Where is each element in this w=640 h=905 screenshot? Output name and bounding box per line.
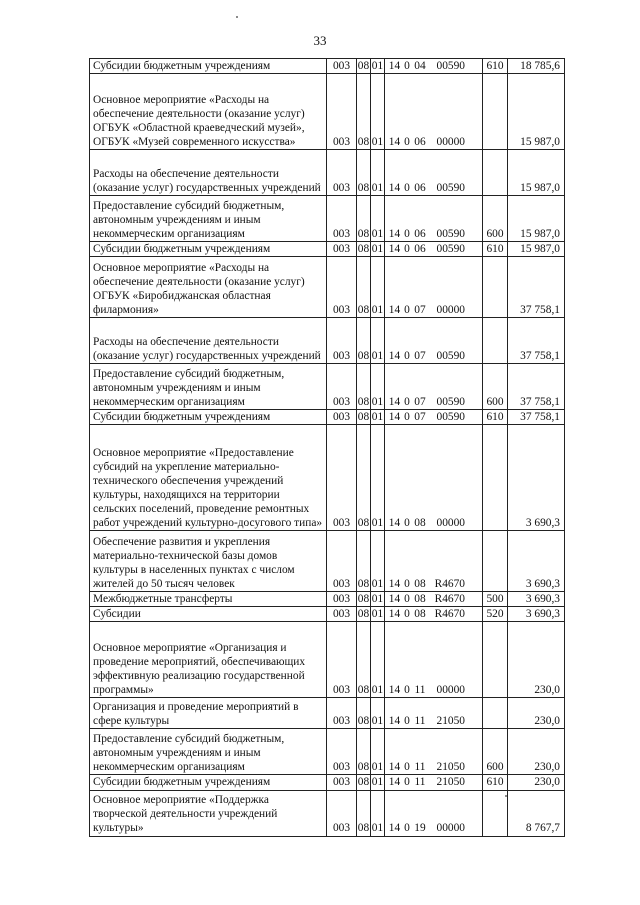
program-code-part: 00590 xyxy=(436,243,465,256)
row-ved-code: 003 xyxy=(327,257,357,318)
row-section-code: 08 xyxy=(357,608,370,621)
table-row xyxy=(90,318,565,364)
row-expense-type-code xyxy=(483,257,508,318)
row-ved-code: 003 xyxy=(327,729,357,775)
row-program-code xyxy=(385,364,483,410)
row-name: Основное мероприятие «Поддержка творческой деятельности учреждений культуры» xyxy=(90,790,327,836)
program-code-part: 06 xyxy=(414,136,426,148)
row-ved-code: 003 xyxy=(327,318,357,364)
row-program-code xyxy=(385,622,483,698)
row-program-code xyxy=(385,150,483,196)
program-code-part: 14 xyxy=(388,228,401,240)
program-code-part: 00000 xyxy=(436,136,465,148)
program-code-part: 0 xyxy=(404,578,410,591)
row-expense-type-code xyxy=(483,318,508,364)
row-section-code: 08 xyxy=(357,531,371,592)
program-code-part: 14 xyxy=(388,60,401,72)
row-ved-code: 003 xyxy=(327,607,357,622)
row-amount: 3 690,3 xyxy=(508,607,565,622)
program-code-part: R4670 xyxy=(434,608,465,621)
program-code-part: 14 xyxy=(388,776,401,789)
row-amount: 15 987,0 xyxy=(508,242,565,257)
row-section-code: 08 xyxy=(357,318,371,364)
program-code-part: 21050 xyxy=(436,776,465,789)
program-code-part: 0 xyxy=(404,60,410,72)
program-code-part: 14 xyxy=(388,761,401,774)
row-expense-type-code: 520 xyxy=(483,607,508,622)
row-section-code: 08 xyxy=(357,364,371,410)
program-code-part: 14 xyxy=(388,578,401,591)
row-ved-code: 003 xyxy=(327,592,357,607)
row-ved-code: 003 xyxy=(327,196,357,242)
row-program-code xyxy=(385,318,483,364)
program-code-part: 14 xyxy=(388,684,401,697)
row-name: Основное мероприятие «Организация и проведение мероприятий, обеспечивающих эффективную реализацию государственной программы» xyxy=(90,622,327,698)
row-ved-code: 003 xyxy=(327,425,357,531)
row-name: Предоставление субсидий бюджетным, автономным учреждениям и иным некоммерческим организациям xyxy=(90,196,327,242)
row-program-code xyxy=(385,257,483,318)
page-number: 33 xyxy=(313,33,327,48)
program-code-part: 11 xyxy=(414,715,426,728)
table-row xyxy=(90,531,565,592)
row-name: Предоставление субсидий бюджетным, автономным учреждениям и иным некоммерческим организациям xyxy=(90,729,327,775)
row-section-code: 08 xyxy=(357,150,371,196)
row-amount: 230,0 xyxy=(508,729,565,775)
row-ved-code: 003 xyxy=(327,364,357,410)
program-code-part: 11 xyxy=(414,776,426,789)
program-code-part: 00590 xyxy=(436,396,465,409)
row-subsection-code: 01 xyxy=(371,411,384,424)
row-program-code xyxy=(385,729,483,775)
row-program-code xyxy=(385,531,483,592)
row-amount: 3 690,3 xyxy=(508,531,565,592)
program-code-part: 14 xyxy=(388,396,401,409)
program-code-part: 14 xyxy=(388,350,401,363)
row-program-code xyxy=(385,196,483,242)
row-amount: 15 987,0 xyxy=(508,74,565,150)
program-code-part: 0 xyxy=(404,715,410,728)
row-ved-code: 003 xyxy=(327,74,357,150)
program-code-part: 0 xyxy=(404,182,410,194)
row-ved-code: 003 xyxy=(327,410,357,425)
program-code-part: 0 xyxy=(404,304,410,317)
table-row xyxy=(90,729,565,775)
row-amount: 15 987,0 xyxy=(508,150,565,196)
row-program-code xyxy=(385,607,483,622)
program-code-part: 07 xyxy=(414,350,426,363)
program-code-part: 07 xyxy=(414,304,426,317)
row-subsection-code: 01 xyxy=(371,608,384,621)
program-code-part: 14 xyxy=(388,593,401,606)
row-name: Организация и проведение мероприятий в сфере культуры xyxy=(90,698,327,729)
row-amount: 37 758,1 xyxy=(508,410,565,425)
program-code-part: 14 xyxy=(388,136,401,148)
row-subsection-code: 01 xyxy=(371,74,385,150)
row-section-code: 08 xyxy=(357,698,371,729)
program-code-part: 0 xyxy=(404,822,410,835)
table-row xyxy=(90,607,565,622)
table-row xyxy=(90,790,565,836)
row-subsection-code: 01 xyxy=(371,196,385,242)
table-row xyxy=(90,592,565,607)
program-code-part: 0 xyxy=(404,396,410,409)
budget-table xyxy=(89,58,565,837)
row-section-code: 08 xyxy=(357,60,370,72)
program-code-part: 00590 xyxy=(436,411,465,424)
row-amount: 15 987,0 xyxy=(508,196,565,242)
row-expense-type-code xyxy=(483,698,508,729)
row-amount: 8 767,7 xyxy=(508,790,565,836)
table-row xyxy=(90,196,565,242)
row-program-code xyxy=(385,698,483,729)
row-name: Субсидии бюджетным учреждениям xyxy=(90,242,327,257)
budget-table-body xyxy=(90,59,565,837)
row-amount: 18 785,6 xyxy=(508,59,565,74)
row-expense-type-code: 500 xyxy=(483,592,508,607)
row-subsection-code: 01 xyxy=(371,150,385,196)
row-ved-code: 003 xyxy=(327,531,357,592)
row-section-code: 08 xyxy=(357,622,371,698)
table-row xyxy=(90,364,565,410)
row-program-code xyxy=(385,59,483,74)
program-code-part: 14 xyxy=(388,608,401,621)
program-code-part: 21050 xyxy=(436,715,465,728)
row-section-code: 08 xyxy=(357,411,370,424)
row-amount: 37 758,1 xyxy=(508,364,565,410)
row-name: Обеспечение развития и укрепления материально-технической базы домов культуры в населенных пунктах с числом жителей до 50 тысяч человек xyxy=(90,531,327,592)
program-code-part: 0 xyxy=(404,517,410,530)
program-code-part: 00000 xyxy=(436,517,465,530)
row-ved-code: 003 xyxy=(327,775,357,790)
row-subsection-code: 01 xyxy=(371,60,384,72)
program-code-part: 08 xyxy=(414,517,426,530)
table-row xyxy=(90,150,565,196)
program-code-part: 19 xyxy=(414,822,426,835)
row-expense-type-code: 610 xyxy=(483,59,508,74)
row-program-code xyxy=(385,425,483,531)
program-code-part: 11 xyxy=(414,761,426,774)
program-code-part: 14 xyxy=(388,411,401,424)
row-name: Расходы на обеспечение деятельности (оказание услуг) государственных учреждений xyxy=(90,318,327,364)
program-code-part: 14 xyxy=(388,243,401,256)
row-ved-code: 003 xyxy=(327,622,357,698)
row-program-code xyxy=(385,775,483,790)
program-code-part: 07 xyxy=(414,396,426,409)
program-code-part: 08 xyxy=(414,608,426,621)
row-ved-code: 003 xyxy=(327,59,357,74)
row-program-code xyxy=(385,592,483,607)
row-name: Расходы на обеспечение деятельности (оказание услуг) государственных учреждений xyxy=(90,150,327,196)
table-row xyxy=(90,242,565,257)
row-subsection-code: 01 xyxy=(371,531,385,592)
program-code-part: 14 xyxy=(388,822,401,835)
row-section-code: 08 xyxy=(357,729,371,775)
row-section-code: 08 xyxy=(357,257,371,318)
row-program-code xyxy=(385,410,483,425)
table-row xyxy=(90,622,565,698)
program-code-part: 06 xyxy=(414,182,426,194)
table-row xyxy=(90,425,565,531)
row-expense-type-code: 610 xyxy=(483,242,508,257)
row-program-code xyxy=(385,74,483,150)
row-expense-type-code xyxy=(483,74,508,150)
row-amount: 37 758,1 xyxy=(508,318,565,364)
row-subsection-code: 01 xyxy=(371,622,385,698)
row-expense-type-code: 610 xyxy=(483,410,508,425)
program-code-part: 06 xyxy=(414,243,426,256)
row-subsection-code: 01 xyxy=(371,425,385,531)
program-code-part: 00000 xyxy=(436,822,465,835)
program-code-part: R4670 xyxy=(434,593,465,606)
row-name: Субсидии бюджетным учреждениям xyxy=(90,410,327,425)
row-section-code: 08 xyxy=(357,593,370,606)
row-section-code: 08 xyxy=(357,243,370,256)
row-subsection-code: 01 xyxy=(371,318,385,364)
table-row xyxy=(90,257,565,318)
program-code-part: 0 xyxy=(404,608,410,621)
row-ved-code: 003 xyxy=(327,790,357,836)
table-row xyxy=(90,775,565,790)
row-amount: 230,0 xyxy=(508,775,565,790)
row-section-code: 08 xyxy=(357,790,371,836)
row-name: Субсидии бюджетным учреждениям xyxy=(90,775,327,790)
row-amount: 3 690,3 xyxy=(508,592,565,607)
program-code-part: 00000 xyxy=(436,684,465,697)
program-code-part: 07 xyxy=(414,411,426,424)
row-name: Основное мероприятие «Расходы на обеспечение деятельности (оказание услуг) ОГБУК «Областной краеведческий музей», ОГБУК «Музей современного искусства» xyxy=(90,74,327,150)
row-subsection-code: 01 xyxy=(371,698,385,729)
row-name: Основное мероприятие «Расходы на обеспечение деятельности (оказание услуг) ОГБУК «Биробиджанская областная филармония» xyxy=(90,257,327,318)
program-code-part: 08 xyxy=(414,593,426,606)
program-code-part: 0 xyxy=(404,243,410,256)
table-row xyxy=(90,59,565,74)
row-section-code: 08 xyxy=(357,74,371,150)
table-row xyxy=(90,410,565,425)
row-expense-type-code xyxy=(483,150,508,196)
program-code-part: 00590 xyxy=(436,350,465,363)
row-name: Основное мероприятие «Предоставление субсидий на укрепление материально-технического обеспечения учреждений культуры, находящихся на территории сельских поселений, проведение ремонтных работ учреждений культурно-досугового типа» xyxy=(90,425,327,531)
row-amount: 230,0 xyxy=(508,698,565,729)
row-amount: 37 758,1 xyxy=(508,257,565,318)
table-row xyxy=(90,74,565,150)
program-code-part: 06 xyxy=(414,228,426,240)
row-subsection-code: 01 xyxy=(371,364,385,410)
row-section-code: 08 xyxy=(357,196,371,242)
program-code-part: 0 xyxy=(404,136,410,148)
row-expense-type-code xyxy=(483,425,508,531)
program-code-part: 0 xyxy=(404,684,410,697)
program-code-part: 0 xyxy=(404,350,410,363)
program-code-part: 0 xyxy=(404,411,410,424)
row-subsection-code: 01 xyxy=(371,776,384,789)
row-amount: 230,0 xyxy=(508,622,565,698)
program-code-part: 14 xyxy=(388,715,401,728)
program-code-part: 00000 xyxy=(436,304,465,317)
row-expense-type-code xyxy=(483,622,508,698)
row-amount: 3 690,3 xyxy=(508,425,565,531)
scan-speck xyxy=(236,16,238,18)
row-expense-type-code: 600 xyxy=(483,364,508,410)
row-expense-type-code xyxy=(483,790,508,836)
program-code-part: 0 xyxy=(404,593,410,606)
row-ved-code: 003 xyxy=(327,698,357,729)
row-subsection-code: 01 xyxy=(371,729,385,775)
row-expense-type-code: 600 xyxy=(483,729,508,775)
program-code-part: 00590 xyxy=(436,182,465,194)
row-expense-type-code: 600 xyxy=(483,196,508,242)
table-row xyxy=(90,698,565,729)
row-name: Субсидии xyxy=(90,607,327,622)
row-name: Межбюджетные трансферты xyxy=(90,592,327,607)
program-code-part: 11 xyxy=(414,684,426,697)
row-section-code: 08 xyxy=(357,776,370,789)
row-section-code: 08 xyxy=(357,425,371,531)
row-subsection-code: 01 xyxy=(371,243,384,256)
row-ved-code: 003 xyxy=(327,242,357,257)
program-code-part: 0 xyxy=(404,761,410,774)
program-code-part: 14 xyxy=(388,517,401,530)
row-subsection-code: 01 xyxy=(371,593,384,606)
program-code-part: 0 xyxy=(404,228,410,240)
program-code-part: 08 xyxy=(414,578,426,591)
row-name: Субсидии бюджетным учреждениям xyxy=(90,59,327,74)
row-subsection-code: 01 xyxy=(371,257,385,318)
scan-speck xyxy=(505,795,507,797)
row-program-code xyxy=(385,242,483,257)
program-code-part: R4670 xyxy=(434,578,465,591)
row-name: Предоставление субсидий бюджетным, автономным учреждениям и иным некоммерческим организациям xyxy=(90,364,327,410)
program-code-part: 00590 xyxy=(436,228,465,240)
program-code-part: 04 xyxy=(414,60,426,72)
program-code-part: 14 xyxy=(388,182,401,194)
program-code-part: 14 xyxy=(388,304,401,317)
program-code-part: 0 xyxy=(404,776,410,789)
row-expense-type-code xyxy=(483,531,508,592)
program-code-part: 00590 xyxy=(436,60,465,72)
row-expense-type-code: 610 xyxy=(483,775,508,790)
row-ved-code: 003 xyxy=(327,150,357,196)
program-code-part: 21050 xyxy=(436,761,465,774)
row-program-code xyxy=(385,790,483,836)
row-subsection-code: 01 xyxy=(371,790,385,836)
